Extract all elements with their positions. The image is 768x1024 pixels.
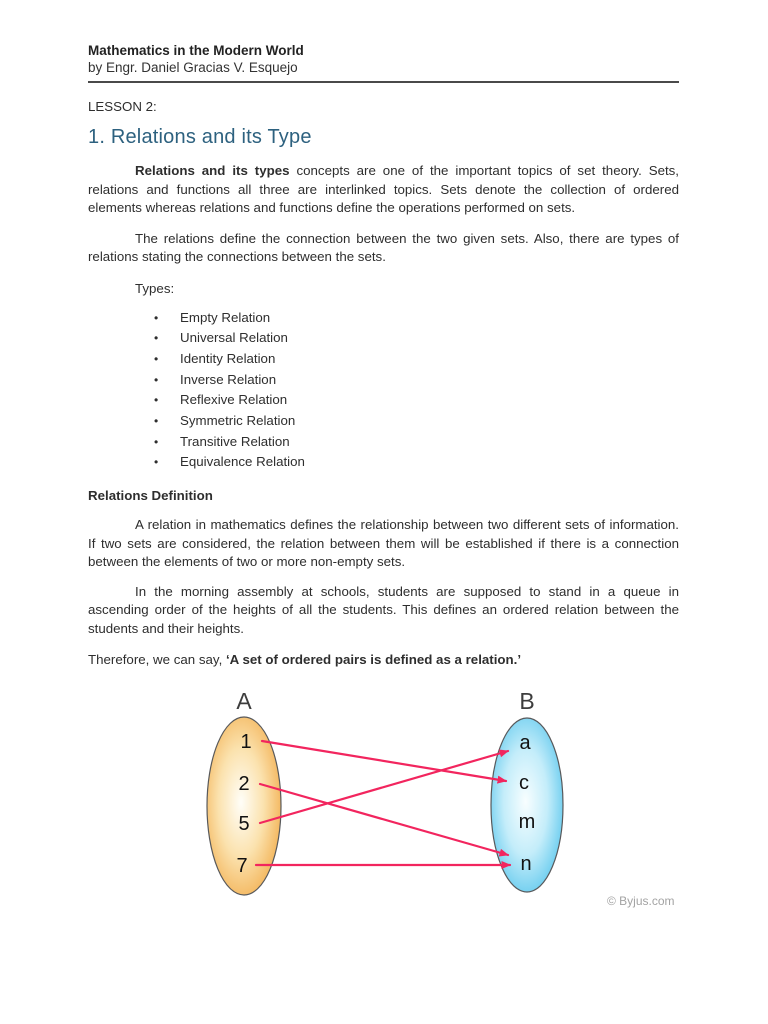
set-b-label: B [519, 688, 535, 715]
list-item [154, 452, 679, 473]
set-b-element: m [518, 811, 536, 834]
bullet-icon: • [154, 351, 159, 366]
arrow-1-to-c [262, 741, 506, 781]
list-item-label: Identity Relation [180, 350, 276, 366]
relation-mapping-diagram [0, 675, 768, 925]
intro-text: concepts are one of the important topics of set theory. Sets, relations and functions all three are interlinked topics. Sets denote the collection of ordered elements whereas relations and functions define the operations performed on sets. [88, 163, 680, 215]
relation-mapping-figure [0, 675, 768, 930]
conclusion-line [88, 650, 679, 669]
intro-bold-lead: Relations and its types [135, 163, 290, 178]
list-item [154, 308, 679, 329]
list-item-label: Universal Relation [180, 330, 288, 346]
bullet-icon: • [154, 455, 159, 470]
list-item [154, 390, 679, 411]
section-heading: 1. Relations and its Type [88, 126, 312, 148]
set-a-element: 5 [238, 813, 250, 836]
bullet-icon: • [154, 331, 159, 346]
document-header [88, 42, 679, 83]
list-item [154, 411, 679, 432]
list-item-label: Reflexive Relation [180, 392, 288, 408]
header-divider [88, 81, 679, 83]
list-item [154, 328, 679, 349]
set-b-element: a [519, 732, 531, 755]
paragraph-connection: The relations define the connection between the two given sets. Also, there are types of relations stating the connections between the sets. [88, 230, 679, 264]
bullet-icon: • [154, 434, 159, 449]
definition-paragraph-1: A relation in mathematics defines the relationship between two different sets of information. If two sets are considered, the relation between them will be established if there is a connection between the elements of two or more non-empty sets. [88, 517, 679, 570]
bullet-icon: • [154, 414, 159, 429]
list-item [154, 432, 679, 453]
conclusion-lead: Therefore, we can say, [88, 652, 226, 668]
types-list [88, 308, 679, 474]
set-a-element: 1 [240, 731, 252, 754]
set-a-label: A [236, 688, 252, 715]
set-a-element: 2 [238, 773, 250, 796]
document-title: Mathematics in the Modern World [88, 43, 304, 58]
set-b-element: n [520, 853, 532, 876]
list-item [154, 349, 679, 370]
list-item-label: Inverse Relation [180, 371, 277, 387]
watermark-credit: © Byjus.com [607, 894, 675, 909]
arrow-2-to-n [260, 784, 508, 855]
bullet-icon: • [154, 310, 159, 325]
list-item-label: Equivalence Relation [180, 454, 305, 470]
conclusion-bold: ‘A set of ordered pairs is defined as a relation.’ [225, 652, 522, 668]
definition-heading: Relations Definition [88, 488, 213, 504]
bullet-icon: • [154, 393, 159, 408]
intro-paragraph [88, 162, 679, 218]
list-item-label: Transitive Relation [180, 433, 290, 449]
set-a-element: 7 [236, 855, 248, 878]
list-item-label: Symmetric Relation [180, 413, 296, 429]
document-byline: by Engr. Daniel Gracias V. Esquejo [88, 60, 298, 75]
set-b-element: c [519, 772, 529, 795]
definition-paragraph-2: In the morning assembly at schools, students are supposed to stand in a queue in ascending order of the heights of all the students. This defines an ordered relation between the students and their heights. [88, 583, 679, 636]
bullet-icon: • [154, 372, 159, 387]
types-label: Types: [135, 280, 175, 296]
lesson-label: LESSON 2: [88, 99, 157, 114]
list-item-label: Empty Relation [180, 309, 271, 325]
list-item [154, 370, 679, 391]
